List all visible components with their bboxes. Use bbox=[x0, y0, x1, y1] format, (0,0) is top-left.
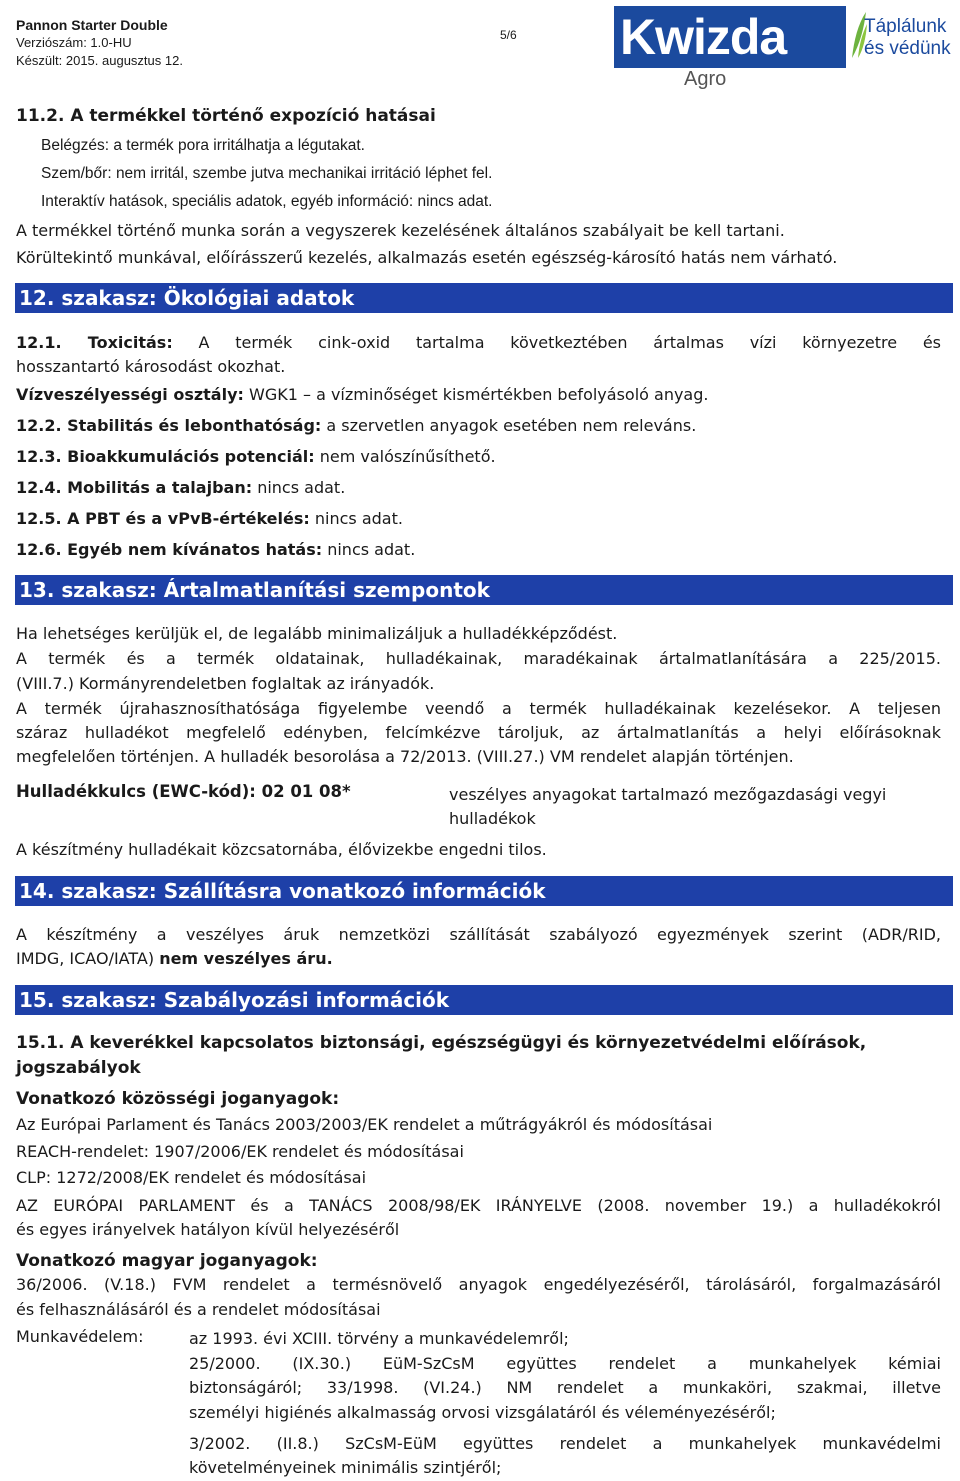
waste-minimize-paragraph: Ha lehetséges kerüljük el, de legalább minimalizáljuk a hulladékképződést. bbox=[16, 624, 618, 643]
disposal-paragraph-line-1: A termék és a termék oldatainak, hulladékainak, maradékainak ártalmatlanítására a 225/2015. bbox=[16, 649, 941, 668]
bioaccumulation-row bbox=[16, 445, 941, 469]
workplace-safety-decree-line-2: követelményeinek minimális szintjéről; bbox=[189, 1458, 502, 1477]
toxicity-line bbox=[16, 331, 941, 355]
logo-slogan bbox=[864, 16, 951, 60]
careful-handling-paragraph: Körültekintő munkával, előírásszerű kezelés, alkalmazás esetén egészség-károsító hatás nem várható. bbox=[16, 248, 838, 267]
mobility-row bbox=[16, 476, 941, 500]
other-effects-label: 12.6. Egyéb nem kívánatos hatás: bbox=[16, 540, 323, 559]
chemical-safety-decree-line-1: 25/2000. (IX.30.) EüM-SzCsM együttes rendelet a munkahelyek kémiai bbox=[189, 1354, 941, 1373]
section-11-2-title: 11.2. A termékkel történő expozíció hatásai bbox=[16, 106, 436, 126]
section-13-header: 13. szakasz: Ártalmatlanítási szempontok bbox=[15, 575, 953, 605]
sewer-prohibition: A készítmény hulladékait közcsatornába, élővizekbe engedni tilos. bbox=[16, 840, 547, 859]
bioaccumulation-text: nem valószínűsíthető. bbox=[319, 447, 496, 466]
waste-directive-line-2: és egyes irányelvek hatályon kívül helyezéséről bbox=[16, 1220, 400, 1239]
clp-regulation: CLP: 1272/2008/EK rendelet és módosításai bbox=[16, 1168, 367, 1187]
occupational-safety-act: az 1993. évi XCIII. törvény a munkavédelemről; bbox=[189, 1329, 569, 1348]
created-date: Készült: 2015. augusztus 12. bbox=[16, 53, 183, 68]
stability-label: 12.2. Stabilitás és lebonthatóság: bbox=[16, 416, 322, 435]
eye-skin-line: Szem/bőr: nem irritál, szembe jutva mechanikai irritáció léphet fel. bbox=[41, 165, 493, 182]
pbt-text: nincs adat. bbox=[314, 509, 403, 528]
ewc-code-label: Hulladékkulcs (EWC-kód): 02 01 08* bbox=[16, 782, 351, 801]
occupational-safety-label: Munkavédelem: bbox=[16, 1327, 144, 1346]
section-15-header: 15. szakasz: Szabályozási információk bbox=[15, 985, 953, 1015]
ewc-code-description: veszélyes anyagokat tartalmazó mezőgazdasági vegyi hulladékok bbox=[449, 785, 887, 828]
section-12-header: 12. szakasz: Ökológiai adatok bbox=[15, 283, 953, 313]
pbt-row bbox=[16, 507, 941, 531]
disposal-paragraph-line-2: (VIII.7.) Kormányrendeletben foglaltak az irányadók. bbox=[16, 674, 435, 693]
chemical-safety-decree-line-2: biztonságáról; 33/1998. (VI.24.) NM rendelet a munkaköri, szakmai, illetve bbox=[189, 1378, 941, 1397]
pbt-label: 12.5. A PBT és a vPvB-értékelés: bbox=[16, 509, 310, 528]
fvm-decree-line-1: 36/2006. (V.18.) FVM rendelet a termésnövelő anyagok engedélyezéséről, tárolásáról, forgalmazásáról bbox=[16, 1275, 941, 1294]
section-15-1-title-line-1: 15.1. A keverékkel kapcsolatos biztonsági, egészségügyi és környezetvédelmi előírások, bbox=[16, 1033, 867, 1053]
slogan-line-1: Táplálunk bbox=[864, 16, 947, 37]
handling-rules-paragraph: A termékkel történő munka során a vegyszerek kezelésének általános szabályait be kell tartani. bbox=[16, 221, 785, 240]
fvm-decree-line-2: és felhasználásáról és a rendelet módosításai bbox=[16, 1300, 381, 1319]
logo-wordmark: Kwizda bbox=[620, 9, 787, 65]
section-14-header: 14. szakasz: Szállításra vonatkozó információk bbox=[15, 876, 953, 906]
bioaccumulation-label: 12.3. Bioakkumulációs potenciál: bbox=[16, 447, 315, 466]
interactive-effects-line: Interaktív hatások, speciális adatok, egyéb információ: nincs adat. bbox=[41, 193, 493, 210]
toxicity-text-cont: hosszantartó károsodást okozhat. bbox=[16, 357, 286, 376]
recycling-line-1: A termék újrahasznosíthatósága figyelembe veendő a termék hulladékainak kezelésekor. A teljesen bbox=[16, 699, 941, 718]
mobility-label: 12.4. Mobilitás a talajban: bbox=[16, 478, 253, 497]
recycling-line-3: megfelelően történjen. A hulladék besorolása a 72/2013. (VIII.27.) VM rendelet alapján történjen. bbox=[16, 747, 794, 766]
stability-text: a szervetlen anyagok esetében nem releváns. bbox=[326, 416, 697, 435]
kwizda-logo bbox=[614, 6, 956, 92]
logo-subtitle: Agro bbox=[684, 68, 727, 90]
eu-legislation-title: Vonatkozó közösségi joganyagok: bbox=[16, 1089, 340, 1109]
mobility-text: nincs adat. bbox=[257, 478, 346, 497]
recycling-line-2: száraz hulladékot megfelelő edényben, felcímkézve tároljuk, az ártalmatlanítás a helyi előírásoknak bbox=[16, 723, 941, 742]
transport-line-1: A készítmény a veszélyes áruk nemzetközi szállítását szabályozó egyezmények szerint (ADR/RID, bbox=[16, 925, 941, 944]
version-number: Verziószám: 1.0-HU bbox=[16, 35, 132, 50]
page-number: 5/6 bbox=[500, 28, 517, 42]
not-dangerous-goods: nem veszélyes áru. bbox=[159, 949, 333, 968]
eu-fertilizer-regulation: Az Európai Parlament és Tanács 2003/2003/EK rendelet a műtrágyákról és módosításai bbox=[16, 1115, 713, 1134]
water-hazard-class bbox=[16, 383, 941, 407]
water-hazard-label: Vízveszélyességi osztály: bbox=[16, 385, 244, 404]
water-hazard-text: WGK1 – a vízminőséget kismértékben befolyásoló anyag. bbox=[249, 385, 709, 404]
hungarian-legislation-title: Vonatkozó magyar joganyagok: bbox=[16, 1251, 318, 1271]
slogan-line-2: és védünk bbox=[864, 38, 951, 59]
inhalation-line: Belégzés: a termék pora irritálhatja a légutakat. bbox=[41, 137, 365, 154]
chemical-safety-decree-line-3: személyi higiénés alkalmasság orvosi vizsgálatáról és véleményezéséről; bbox=[189, 1403, 776, 1422]
other-effects-text: nincs adat. bbox=[327, 540, 416, 559]
transport-agreements: IMDG, ICAO/IATA) bbox=[16, 949, 155, 968]
reach-regulation: REACH-rendelet: 1907/2006/EK rendelet és módosításai bbox=[16, 1142, 464, 1161]
product-name: Pannon Starter Double bbox=[16, 17, 168, 33]
waste-directive-line-1: AZ EURÓPAI PARLAMENT és a TANÁCS 2008/98/EK IRÁNYELVE (2008. november 19.) a hulladékokról bbox=[16, 1196, 941, 1215]
workplace-safety-decree-line-1: 3/2002. (II.8.) SzCsM-EüM együttes rendelet a munkahelyek munkavédelmi bbox=[189, 1434, 941, 1453]
section-15-1-title-line-2: jogszabályok bbox=[16, 1058, 141, 1078]
document-header bbox=[16, 16, 183, 70]
other-effects-row bbox=[16, 538, 941, 562]
toxicity-text: A termék cink-oxid tartalma következtében ártalmas vízi környezetre és bbox=[198, 333, 941, 352]
transport-line-2 bbox=[16, 947, 941, 971]
stability-row bbox=[16, 414, 941, 438]
toxicity-label: 12.1. Toxicitás: bbox=[16, 333, 173, 352]
